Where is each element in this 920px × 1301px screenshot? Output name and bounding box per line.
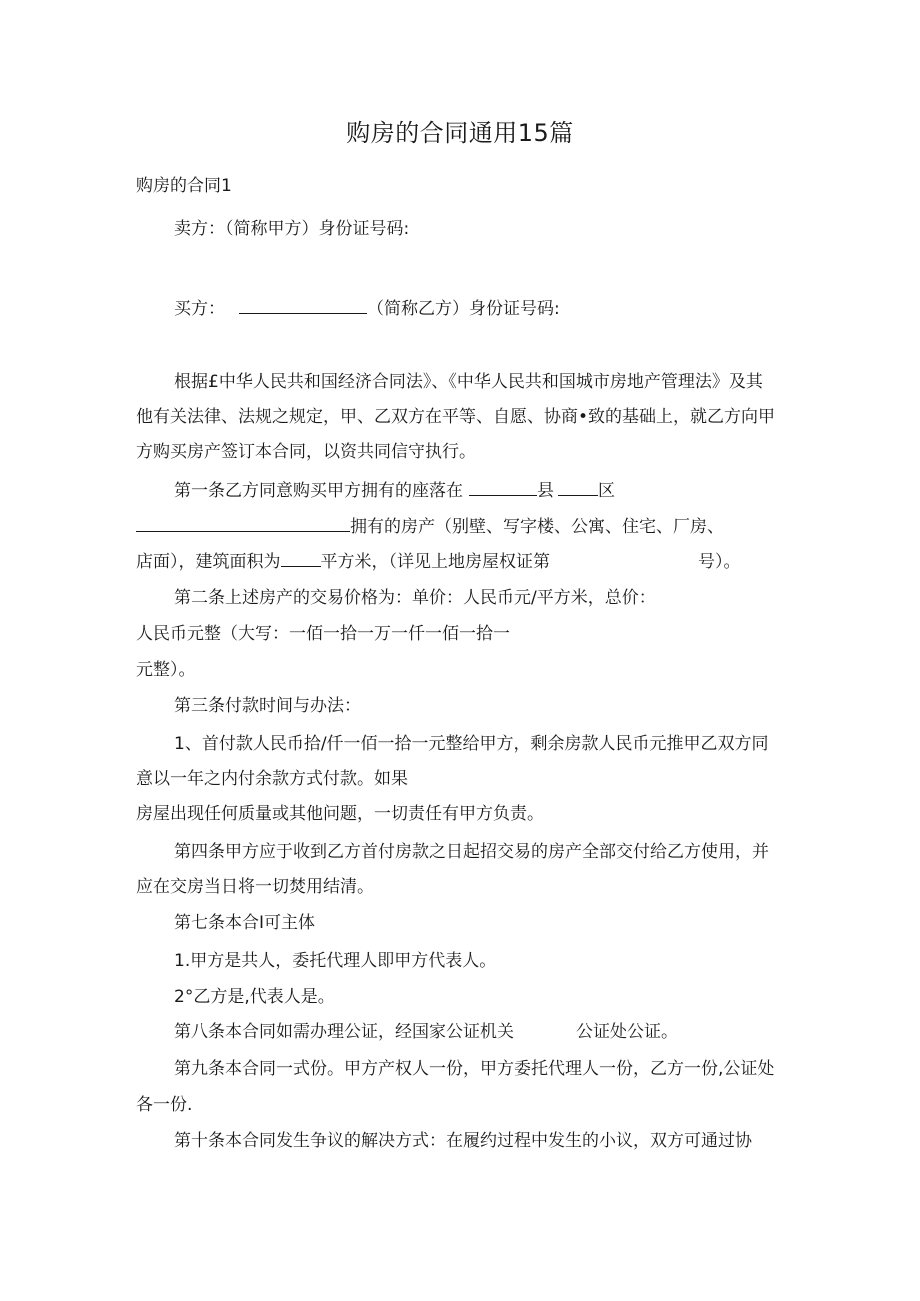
article-3-item-1-line-2: 意以一年之内付余款方式付款。如果 (136, 769, 408, 789)
article-8-text-b: 公证处公证。 (576, 1022, 678, 1042)
intro-line-3: 方购买房产签订本合同，以资共同信守执行。 (136, 442, 476, 462)
article-7-item-2: 2°乙方是,代表人是。 (174, 987, 335, 1007)
document-title: 购房的合同通用15篇 (346, 119, 574, 147)
buyer-blank (239, 297, 367, 314)
article-1-line-1 (174, 479, 615, 502)
article-1-text-3a: 店面），建筑面积为 (136, 552, 281, 572)
article-4-line-1: 第四条甲方应于收到乙方首付房款之日起招交易的房产全部交付给乙方使用，并 (174, 842, 769, 862)
article-2-line-1: 第二条上述房产的交易价格为：单价：人民币元/平方米，总价： (174, 588, 656, 608)
intro-line-1: 根据£中华人民共和国经济合同法》、《中华人民共和国城市房地产管理法》及其 (174, 372, 763, 392)
buyer-line (174, 297, 560, 320)
article-1-text-c: 区 (598, 481, 615, 501)
intro-line-2: 他有关法律、法规之规定，甲、乙双方在平等、自愿、协商•致的基础上，就乙方向甲 (136, 407, 776, 427)
article-4-line-2: 应在交房当日将一切焚用结清。 (136, 877, 374, 897)
article-2-line-3: 元整）。 (136, 660, 196, 680)
district-blank (558, 479, 598, 496)
buyer-rest: （简称乙方）身份证号码: (367, 299, 560, 319)
article-2-line-2: 人民币元整（大写：一佰一拾一万一仟一佰一拾一 (136, 624, 510, 644)
article-1-text-2: 拥有的房产（别壁、写字楼、公寓、住宅、厂房、 (350, 517, 724, 537)
article-9-line-2: 各一份. (136, 1095, 193, 1115)
article-1-line-2 (136, 515, 724, 538)
county-blank (469, 479, 537, 496)
article-8-text-a: 第八条本合同如需办理公证，经国家公证机关 (174, 1022, 514, 1042)
area-blank (281, 550, 321, 567)
article-9-line-1: 第九条本合同一式份。甲方产权人一份，甲方委托代理人一份，乙方一份,公证处 (174, 1059, 775, 1079)
article-1-text-a: 第一条乙方同意购买甲方拥有的座落在 (174, 481, 463, 501)
seller-line: 卖方：（简称甲方）身份证号码: (174, 219, 410, 239)
article-1-text-b: 县 (537, 481, 554, 501)
article-10-line-1: 第十条本合同发生争议的解决方式：在履约过程中发生的小议，双方可通过协 (174, 1131, 752, 1151)
article-1-text-3c: 号）。 (698, 552, 741, 572)
location-blank (136, 515, 350, 532)
article-8-line (174, 1021, 678, 1043)
contract-heading: 购房的合同1 (136, 176, 232, 196)
article-3-item-1-line-3: 房屋出现任何质量或其他问题，一切责任有甲方负责。 (136, 804, 544, 824)
article-7-item-1: 1.甲方是共人，委托代理人即甲方代表人。 (174, 951, 497, 971)
article-1-text-3b: 平方米，（详见上地房屋权证第 (320, 552, 550, 572)
article-3-heading: 第三条付款时间与办法： (174, 696, 361, 716)
article-7-heading: 第七条本合I可主体 (174, 913, 316, 933)
article-1-line-3 (136, 550, 741, 573)
article-3-item-1-line-1: 1、首付款人民币拾/仟一佰一拾一元整给甲方，剩余房款人民币元推甲乙双方同 (174, 734, 769, 754)
buyer-label: 买方： (174, 299, 225, 319)
